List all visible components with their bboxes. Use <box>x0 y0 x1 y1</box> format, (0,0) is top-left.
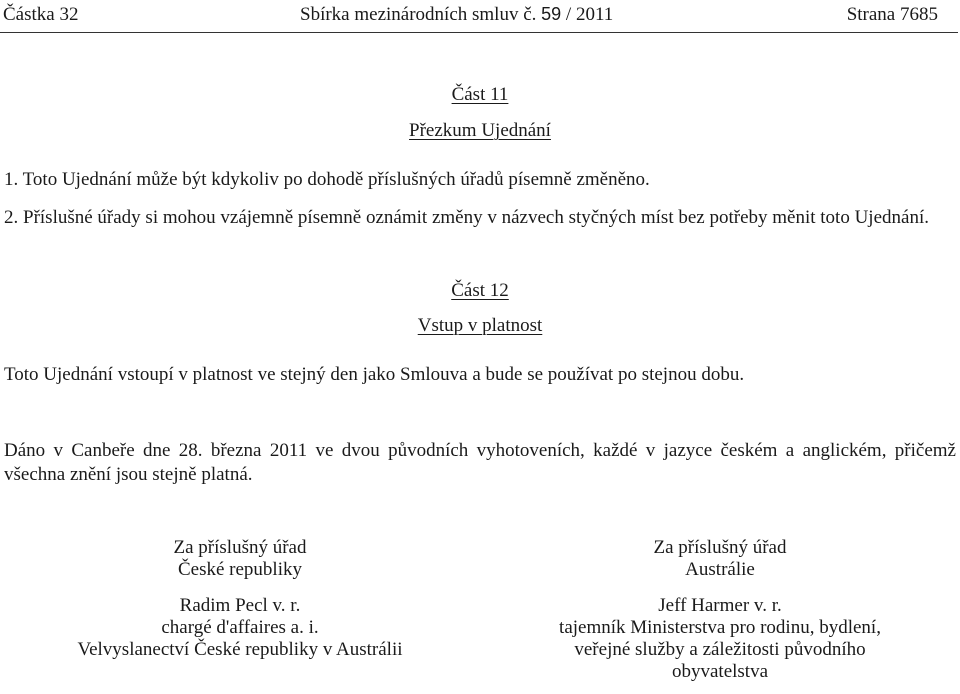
signature-right-role2: veřejné služby a záležitosti původního <box>574 639 866 660</box>
part11-item-2: 2. Příslušné úřady si mohou vzájemně písemně oznámit změny v názvech styčných míst bez potřeby měnit toto Ujednání. <box>4 207 929 228</box>
signature-left-name: Radim Pecl v. r. <box>179 595 301 616</box>
part11-item-1: 1. Toto Ujednání může být kdykoliv po dohodě příslušných úřadů písemně změněno. <box>4 169 650 190</box>
part12-heading <box>0 280 960 303</box>
signature-left-authority-line2: České republiky <box>177 559 302 580</box>
closing-paragraph: Dáno v Canbeře dne 28. března 2011 ve dvou původních vyhotoveních, každé v jazyce českém a anglickém, přičemž všechna znění jsou stejně platná. <box>4 440 956 485</box>
header-collection-number: 59 <box>541 4 562 24</box>
signature-right-name: Jeff Harmer v. r. <box>658 595 782 616</box>
header-page-number: Strana 7685 <box>846 4 938 25</box>
header-collection-title <box>300 4 613 27</box>
signature-left-authority-line1: Za příslušný úřad <box>173 537 307 558</box>
header-collection-year: / 2011 <box>565 4 614 25</box>
part11-heading-text: Část 11 <box>451 84 509 105</box>
signature-left <box>0 537 480 661</box>
part12-heading-text: Část 12 <box>451 280 509 301</box>
signature-right <box>480 537 960 683</box>
header-collection-prefix: Sbírka mezinárodních smluv č. <box>300 4 537 25</box>
signature-right-role3: obyvatelstva <box>671 661 769 682</box>
part11-heading <box>0 84 960 107</box>
signature-left-role1: chargé d'affaires a. i. <box>161 617 319 638</box>
part11-title <box>0 120 960 143</box>
header-divider <box>0 32 958 33</box>
part12-text: Toto Ujednání vstoupí v platnost ve stejný den jako Smlouva a bude se používat po stejnou dobu. <box>4 364 745 385</box>
part12-title-text: Vstup v platnost <box>417 315 543 336</box>
part12-title <box>0 315 960 338</box>
part11-title-text: Přezkum Ujednání <box>409 120 551 141</box>
header-part-number: Částka 32 <box>3 4 79 25</box>
signature-left-role2: Velvyslanectví České republiky v Austrálii <box>77 639 403 660</box>
signature-right-role1: tajemník Ministerstva pro rodinu, bydlení, <box>559 617 881 638</box>
signature-right-authority-line2: Austrálie <box>685 559 755 580</box>
signature-right-authority-line1: Za příslušný úřad <box>653 537 787 558</box>
page-header <box>0 4 960 28</box>
